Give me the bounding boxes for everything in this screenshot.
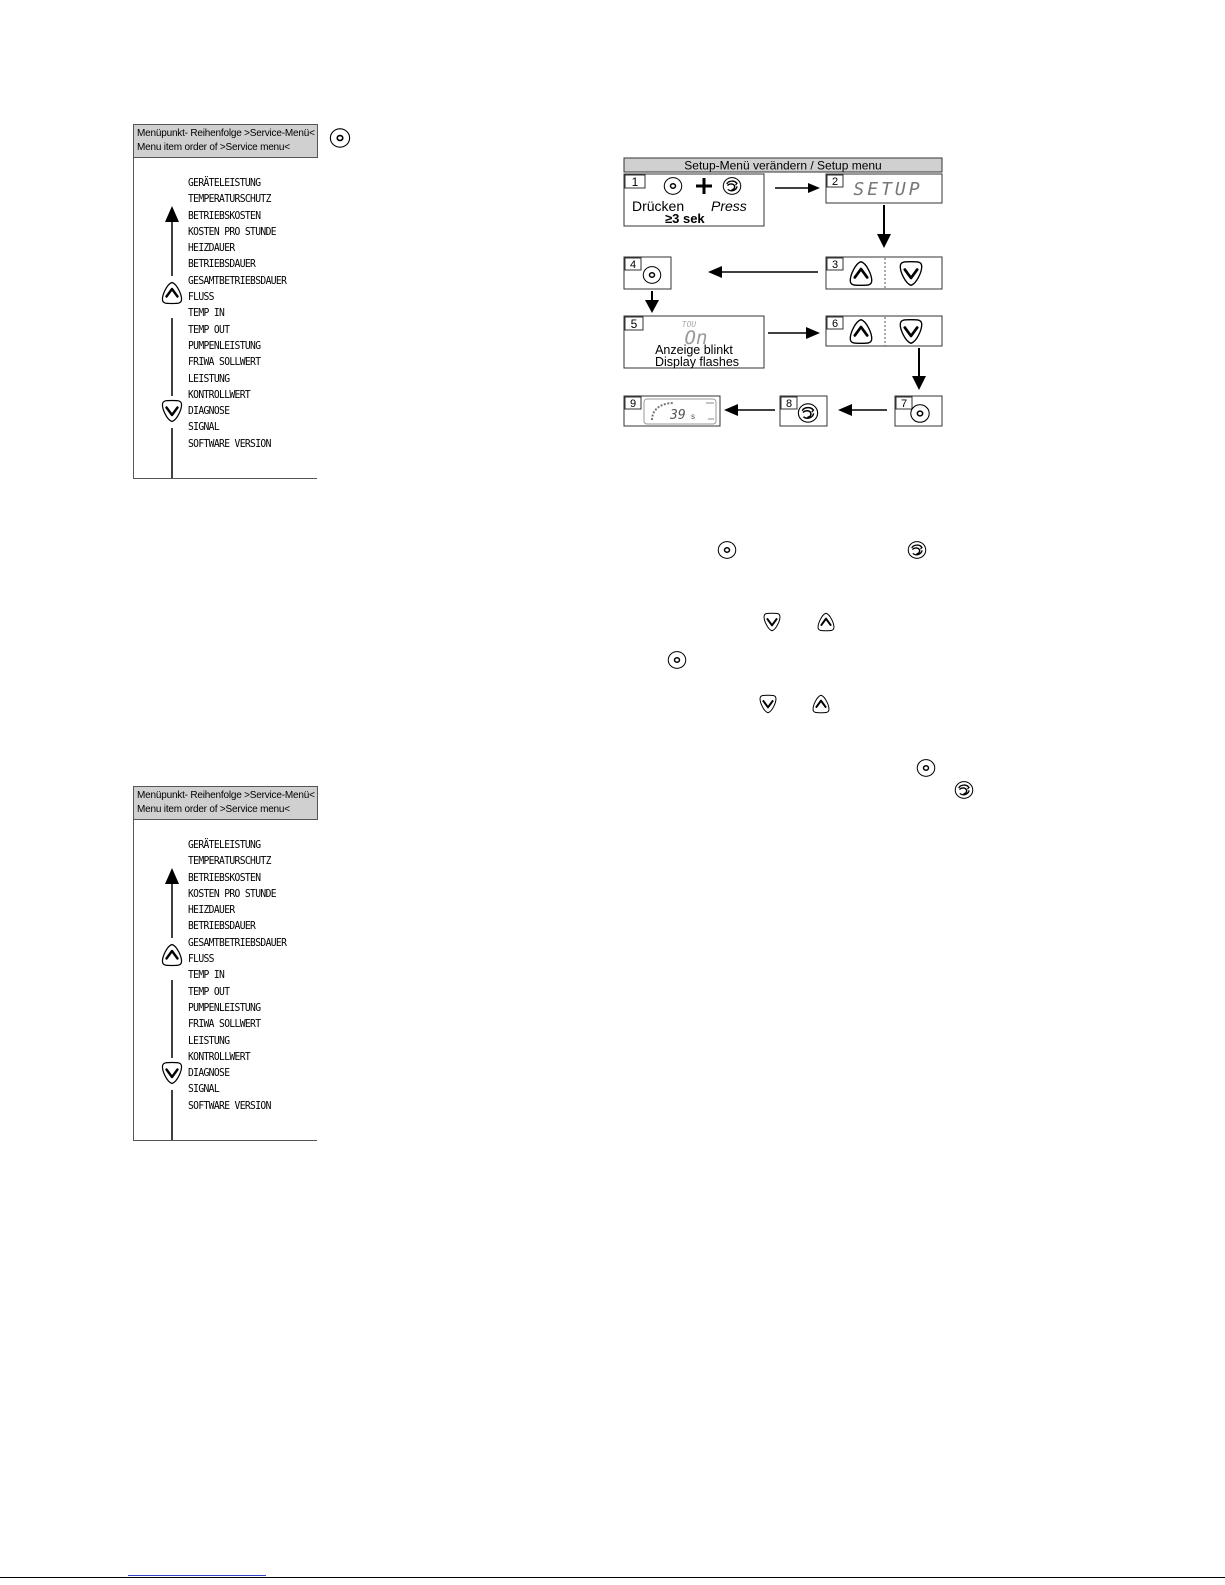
list-item: SOFTWARE VERSION: [188, 437, 271, 450]
list-item: SOFTWARE VERSION: [188, 1099, 271, 1112]
down-button-icon: [758, 693, 778, 715]
step-7-number: 7: [900, 398, 908, 410]
service-menu-panel-bottom: [133, 786, 317, 1141]
list-item: KOSTEN PRO STUNDE: [188, 887, 276, 900]
list-item: TEMP OUT: [188, 323, 230, 336]
list-item: GERÄTELEISTUNG: [188, 839, 261, 851]
arrow-left-icon: [838, 404, 852, 416]
step-5-text-de: Anzeige blinkt: [655, 343, 733, 357]
pump-button-icon: [723, 178, 741, 195]
step-1-duration: ≥3 sek: [665, 211, 705, 226]
arrow-down-icon: [877, 234, 891, 248]
list-item: BETRIEBSKOSTEN: [188, 871, 261, 884]
service-menu-header-en: Menu item order of >Service menu<: [137, 804, 290, 815]
ok-button-icon: [643, 267, 661, 284]
list-item: KOSTEN PRO STUNDE: [188, 225, 276, 238]
step-1-press-en: Press: [711, 198, 747, 214]
service-menu-list: [188, 837, 295, 1114]
step-9-number: 9: [629, 398, 637, 410]
step-5-number: 5: [630, 317, 638, 331]
up-button-icon: [160, 942, 184, 968]
list-item: PUMPENLEISTUNG: [188, 339, 261, 352]
pump-button-icon: [953, 780, 975, 800]
list-item: KONTROLLWERT: [188, 388, 251, 401]
ok-button-icon: [666, 650, 688, 670]
step-5-display: On: [684, 327, 708, 349]
list-item: HEIZDAUER: [188, 904, 235, 917]
step-6-number: 6: [831, 318, 839, 330]
step-1-press-de: Drücken: [632, 198, 685, 214]
service-menu-header-de: Menüpunkt- Reihenfolge >Service-Menü<: [137, 128, 315, 139]
list-item: TEMPERATURSCHUTZ: [188, 855, 271, 868]
step-5-display-small: TOU: [681, 320, 697, 329]
pump-button-icon: [798, 404, 817, 422]
list-item: BETRIEBSDAUER: [188, 258, 256, 271]
list-item: SIGNAL: [188, 1083, 220, 1096]
pump-button-icon: [906, 540, 928, 560]
ok-button-icon: [664, 178, 682, 195]
arrow-down-icon: [645, 300, 659, 313]
list-item: TEMP IN: [188, 969, 225, 982]
arrow-left-icon: [724, 404, 738, 416]
list-item: HEIZDAUER: [188, 242, 235, 255]
down-button-icon: [762, 611, 782, 633]
list-item: FLUSS: [188, 291, 214, 304]
step-4-number: 4: [629, 259, 637, 271]
step-3-number: 3: [831, 259, 839, 271]
list-item: PUMPENLEISTUNG: [188, 1001, 261, 1014]
list-item: BETRIEBSKOSTEN: [188, 209, 261, 222]
service-menu-header-de: Menüpunkt- Reihenfolge >Service-Menü<: [137, 790, 315, 801]
ok-button-icon: [716, 540, 738, 560]
list-item: FRIWA SOLLWERT: [188, 356, 261, 369]
step-1-number: 1: [631, 175, 639, 189]
ok-button-icon: [911, 405, 929, 423]
list-item: GESAMTBETRIEBSDAUER: [188, 936, 287, 949]
up-button-icon: [811, 693, 831, 715]
service-menu-header: [134, 786, 318, 820]
list-item: GESAMTBETRIEBSDAUER: [188, 274, 287, 287]
list-item: GERÄTELEISTUNG: [188, 177, 261, 189]
step-8-number: 8: [785, 398, 793, 410]
list-item: TEMPERATURSCHUTZ: [188, 193, 271, 206]
setup-flow-diagram: [0, 0, 1225, 480]
list-item: DIAGNOSE: [188, 405, 230, 418]
step-2-display: SETUP: [853, 179, 923, 200]
down-button-icon: [160, 1060, 184, 1086]
arrow-right-icon: [808, 183, 820, 193]
step-9-display: 39: [670, 408, 686, 423]
footer-divider: [0, 1577, 1225, 1578]
footer-link-underline[interactable]: [128, 1575, 266, 1576]
ok-button-icon: [915, 758, 937, 778]
arrow-up-icon: [165, 868, 179, 884]
list-item: LEISTUNG: [188, 372, 230, 385]
list-item: LEISTUNG: [188, 1034, 230, 1047]
list-item: DIAGNOSE: [188, 1067, 230, 1080]
step-2-number: 2: [831, 176, 839, 188]
service-menu-header-en: Menu item order of >Service menu<: [137, 142, 290, 153]
list-item: KONTROLLWERT: [188, 1050, 251, 1063]
setup-title: Setup-Menü verändern / Setup menu: [684, 158, 882, 173]
list-item: SIGNAL: [188, 421, 220, 434]
step-5-text-en: Display flashes: [654, 355, 740, 369]
list-item: FRIWA SOLLWERT: [188, 1018, 261, 1031]
list-item: TEMP IN: [188, 307, 225, 320]
arrow-down-icon: [912, 376, 926, 390]
up-button-icon: [816, 611, 836, 633]
arrow-right-icon: [806, 327, 820, 339]
list-item: BETRIEBSDAUER: [188, 920, 256, 933]
arrow-left-icon: [708, 266, 722, 278]
step-9-unit: s: [691, 412, 695, 421]
list-item: TEMP OUT: [188, 985, 230, 998]
list-item: FLUSS: [188, 953, 214, 966]
